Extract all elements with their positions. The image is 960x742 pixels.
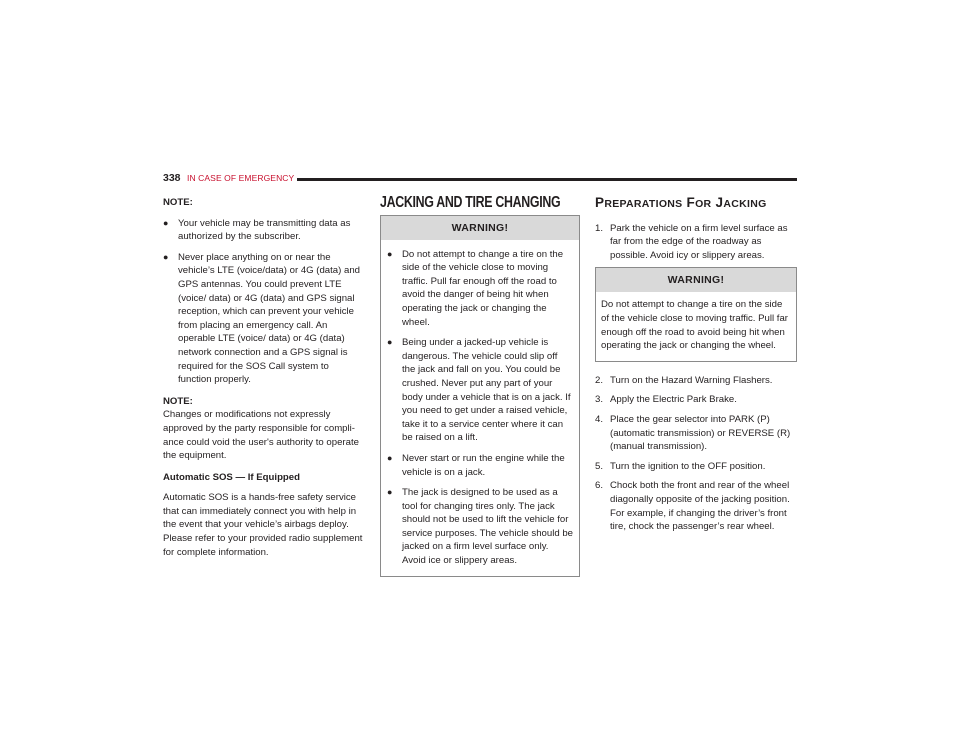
step-number: 6. [595,480,604,492]
header-rule [297,178,797,181]
heading-cap: J [715,195,724,210]
warning-text: Do not attempt to change a tire on the side of the vehicle close to moving traffic. Pull far enough off the road to avoid being hit when operating the jack or changing the wheel. [601,299,788,352]
bullet-icon: ● [387,452,393,463]
heading-smallcaps: OR [695,198,712,210]
page-header [163,172,797,186]
list-item [387,452,573,479]
step-number: 5. [595,460,604,472]
list-item [595,374,797,388]
list-item [387,486,573,568]
heading-smallcaps: ACKING [723,198,767,210]
list-item [387,248,573,330]
bullet-icon: ● [387,487,393,498]
column-left [163,196,363,559]
bullet-text: Never start or run the engine while the vehicle is on a jack. [402,452,565,478]
step-text: Turn on the Hazard Warning Flashers. [610,374,773,386]
column-right [595,196,797,534]
paragraph: Automatic SOS is a hands-free safety service that can immediately connect you with help in the event that your vehicle’s airbags deploy. Please refer to your provided radio supplement for complete information. [163,492,363,558]
step-number: 3. [595,394,604,406]
step-text: Chock both the front and rear of the wheel diagonally opposite of the jacking position. For example, if changing the driver’s front tire, chock the passenger’s rear wheel. [610,480,790,533]
section-heading: JACKING AND TIRE CHANGING [380,194,561,211]
heading-cap: P [595,195,605,210]
bullet-text: Never place anything on or near the vehicle’s LTE (voice/data) or 4G (data) and GPS antennas. You could prevent LTE (voice/ data) or 4G (data) and GPS signal reception, which can prevent your vehicle from placing an emergency call. An operable LTE (voice/ data) or 4G (data) network connection and a GPS signal is required for the SOS Call system to function properly. [178,251,361,386]
column-middle [380,196,580,577]
warning-title: WARNING! [381,216,579,240]
step-text: Park the vehicle on a firm level surface as far from the edge of the roadway as possible. Avoid icy or slippery areas. [610,222,788,261]
list-item [595,222,797,263]
step-text: Apply the Electric Park Brake. [610,394,737,406]
list-item [595,393,797,407]
bullet-text: The jack is designed to be used as a tool for changing tires only. The jack should not be used to lift the vehicle for service purposes. The vehicle should be jacked on a firm level surface only. Avoid ice or slippery areas. [402,487,574,567]
heading-smallcaps: REPARATIONS [604,198,683,210]
warning-box [380,215,580,577]
list-item [595,479,797,533]
list-item [595,413,797,454]
bullet-icon: ● [163,217,169,228]
note-text: Changes or modifications not expressly approved by the party responsible for compli- ance could void the user's authority to operate the equipment. [163,409,359,462]
subheading: Automatic SOS — If Equipped [163,471,300,483]
step-text: Place the gear selector into PARK (P) (automatic transmission) or REVERSE (R) (manual transmission). [610,413,791,453]
heading-cap: F [686,195,696,210]
section-title: IN CASE OF EMERGENCY [187,173,295,183]
bullet-text: Your vehicle may be transmitting data as authorized by the subscriber. [178,217,351,243]
step-number: 4. [595,413,604,425]
bullet-text: Do not attempt to change a tire on the side of the vehicle close to moving traffic. Pull far enough off the road to avoid the danger of being hit when operating the jack or changing the wheel. [402,248,564,328]
list-item [163,217,363,244]
step-number: 1. [595,222,604,234]
note-heading: NOTE: [163,197,193,208]
step-text: Turn the ignition to the OFF position. [610,460,766,472]
bullet-icon: ● [387,337,393,348]
page-number: 338 [163,172,181,184]
bullet-icon: ● [163,251,169,262]
warning-box [595,267,797,361]
bullet-text: Being under a jacked-up vehicle is dangerous. The vehicle could slip off the jack and fall on you. You could be crushed. Never put any part of your body under a vehicle that is on a jack. If you need to get under a raised vehicle, take it to a service center where it can be raised on a lift. [402,337,571,444]
list-item [163,251,363,387]
step-number: 2. [595,374,604,386]
warning-title: WARNING! [596,268,796,292]
list-item [387,336,573,445]
note-heading: NOTE: [163,395,193,407]
bullet-icon: ● [387,248,393,259]
list-item [595,460,797,474]
section-heading [595,196,797,212]
